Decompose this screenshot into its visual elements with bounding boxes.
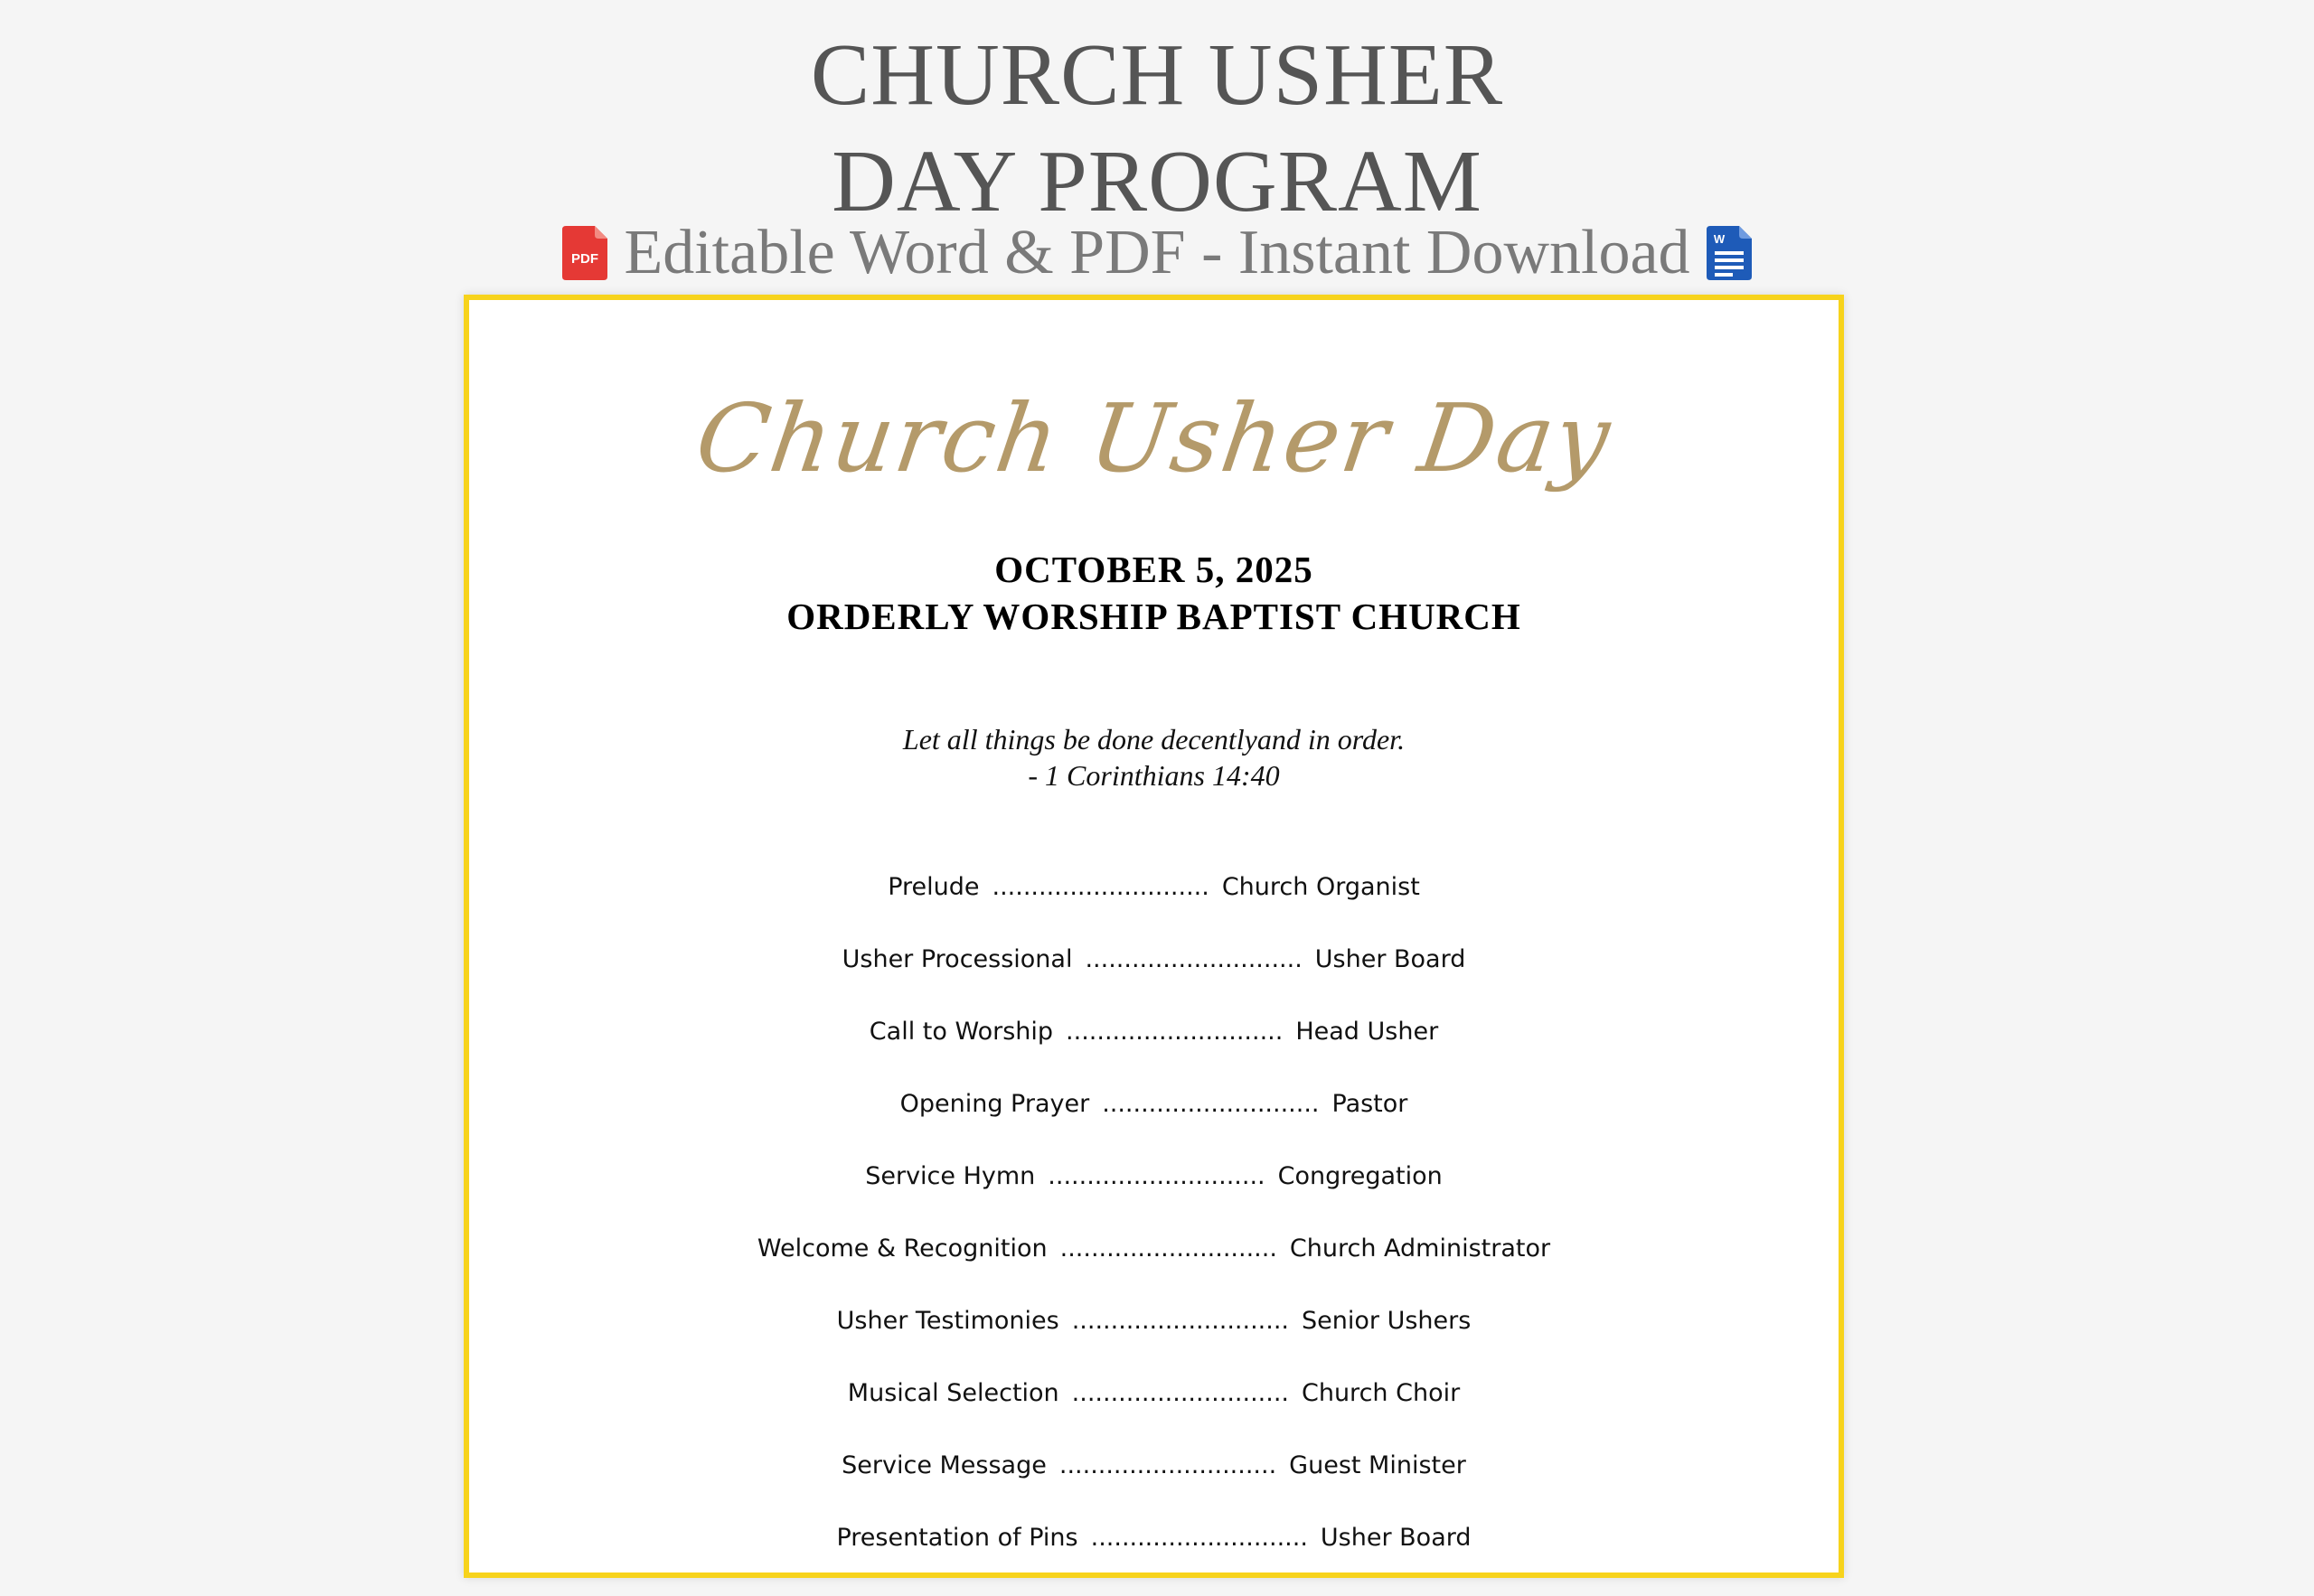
program-leader: Usher Board	[1320, 1524, 1472, 1552]
program-part: Presentation of Pins	[836, 1524, 1078, 1552]
leader-dots: ............................	[1085, 945, 1303, 973]
program-leader: Head Usher	[1295, 1018, 1439, 1046]
program-leader: Pastor	[1331, 1090, 1408, 1118]
program-leader: Senior Ushers	[1302, 1307, 1472, 1335]
program-item-call-to-worship	[469, 1018, 1839, 1090]
program-part: Usher Processional	[842, 945, 1073, 973]
program-leader: Church Administrator	[1289, 1235, 1551, 1263]
program-leader: Church Organist	[1221, 873, 1420, 901]
program-item-opening-prayer	[469, 1090, 1839, 1162]
pdf-icon-label: PDF	[571, 251, 599, 267]
church-name: ORDERLY WORSHIP BAPTIST CHURCH	[786, 596, 1521, 637]
program-part: Prelude	[888, 873, 980, 901]
program-part: Musical Selection	[847, 1379, 1059, 1407]
scripture-verse: Let all things be done decentlyand in order.	[902, 723, 1406, 756]
format-banner	[0, 217, 2314, 289]
program-part: Opening Prayer	[899, 1090, 1090, 1118]
leader-dots: ............................	[1048, 1162, 1265, 1190]
program-item-usher-processional	[469, 945, 1839, 1018]
scripture-reference: - 1 Corinthians 14:40	[1028, 759, 1280, 792]
leader-dots: ............................	[1071, 1307, 1290, 1335]
program-item-presentation-of-pins	[469, 1524, 1839, 1596]
program-item-service-hymn	[469, 1162, 1839, 1235]
program-part: Welcome & Recognition	[757, 1235, 1048, 1263]
event-date: OCTOBER 5, 2025	[994, 549, 1313, 590]
leader-dots: ............................	[1102, 1090, 1320, 1118]
pdf-file-icon	[562, 226, 607, 280]
program-item-musical-selection	[469, 1379, 1839, 1451]
leader-dots: ............................	[992, 873, 1209, 901]
program-item-welcome-recognition	[469, 1235, 1839, 1307]
leader-dots: ............................	[1059, 1235, 1277, 1263]
leader-dots: ............................	[1058, 1451, 1277, 1479]
word-document-icon	[1707, 226, 1752, 280]
listing-title-line-2: DAY PROGRAM	[832, 133, 1482, 230]
script-title: Church Usher Day	[689, 383, 1619, 493]
program-part: Service Message	[842, 1451, 1047, 1479]
program-part: Service Hymn	[865, 1162, 1036, 1190]
listing-title-line-1: CHURCH USHER	[810, 26, 1504, 124]
word-icon-label: W	[1713, 232, 1725, 246]
program-leader: Guest Minister	[1289, 1451, 1466, 1479]
program-list	[469, 873, 1839, 1596]
program-item-service-message	[469, 1451, 1839, 1524]
leader-dots: ............................	[1090, 1524, 1308, 1552]
program-item-prelude	[469, 873, 1839, 945]
program-leader: Church Choir	[1301, 1379, 1461, 1407]
program-leader: Congregation	[1277, 1162, 1443, 1190]
program-part: Usher Testimonies	[836, 1307, 1059, 1335]
leader-dots: ............................	[1066, 1018, 1284, 1046]
program-leader: Usher Board	[1314, 945, 1466, 973]
program-preview-page	[464, 295, 1844, 1578]
program-part: Call to Worship	[869, 1018, 1054, 1046]
leader-dots: ............................	[1071, 1379, 1289, 1407]
program-item-usher-testimonies	[469, 1307, 1839, 1379]
format-banner-text: Editable Word & PDF - Instant Download	[624, 218, 1690, 287]
